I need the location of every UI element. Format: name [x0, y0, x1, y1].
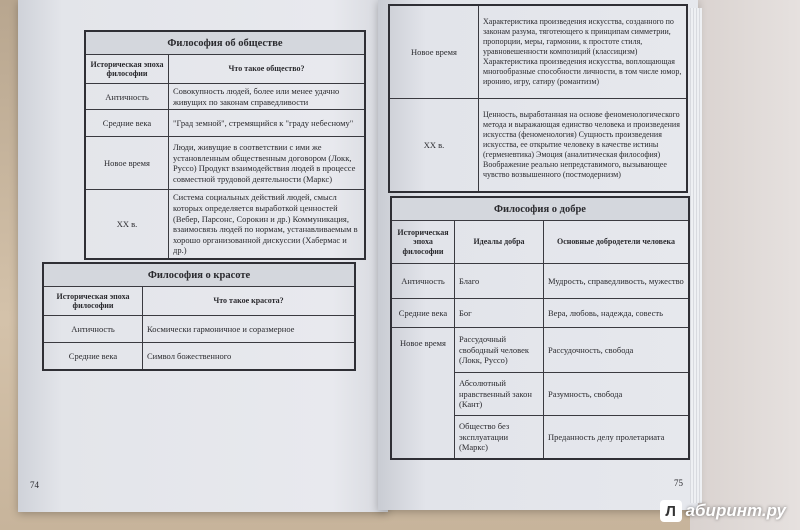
society-title: Философия об обществе — [85, 31, 365, 55]
society-col-def: Что такое общество? — [169, 55, 366, 84]
beauty-table — [42, 262, 356, 371]
beauty-col-def: Что такое красота? — [143, 287, 356, 316]
beauty-def-20c: Ценность, выработанная на основе феноменологического метода и выражающая единство человека и произведения искусства (феноменология) Сущность произведения искусства, ее открытие человеку в качестве истины (герменевтика) Эмоция (аналитическая философия) Воображение реально непредставимого, вызывающее чувство возвышенного (постмодернизм) — [479, 99, 688, 193]
beauty-era-20c: XX в. — [389, 99, 479, 193]
beauty-continued-table — [388, 4, 688, 193]
society-era-20c: XX в. — [85, 190, 169, 259]
beauty-era-middle-ages: Средние века — [43, 343, 143, 371]
beauty-era-antiquity: Античность — [43, 316, 143, 343]
right-page — [378, 0, 698, 510]
good-virtue-antiquity: Мудрость, справедливость, мужество — [544, 264, 690, 299]
labirint-logo-icon: Л — [660, 500, 682, 522]
good-ideal-antiquity: Благо — [455, 264, 544, 299]
good-virtue-kant: Разумность, свобода — [544, 373, 690, 416]
society-def-middle-ages: "Град земной", стремящийся к "граду небесному" — [169, 110, 366, 137]
society-col-era: Историческая эпоха философии — [85, 55, 169, 84]
good-ideal-kant: Абсолютный нравственный закон (Кант) — [455, 373, 544, 416]
good-virtue-middle-ages: Вера, любовь, надежда, совесть — [544, 299, 690, 328]
good-col-virtue: Основные добродетели человека — [544, 221, 690, 264]
beauty-era-modern: Новое время — [389, 5, 479, 99]
society-def-modern: Люди, живущие в соответствии с ими же установленным общественным договором (Локк, Руссо) Продукт взаимодействия людей в процессе совместной трудовой деятельности (Маркс) — [169, 137, 366, 190]
good-col-era: Историческая эпоха философии — [391, 221, 455, 264]
good-ideal-middle-ages: Бог — [455, 299, 544, 328]
beauty-col-era: Историческая эпоха философии — [43, 287, 143, 316]
good-virtue-marx: Преданность делу пролетариата — [544, 416, 690, 460]
good-era-antiquity: Античность — [391, 264, 455, 299]
right-page-number: 75 — [674, 478, 683, 488]
society-era-modern: Новое время — [85, 137, 169, 190]
good-ideal-marx: Общество без эксплуатации (Маркс) — [455, 416, 544, 460]
left-page — [18, 0, 388, 512]
background-right — [690, 0, 800, 530]
beauty-def-middle-ages: Символ божественного — [143, 343, 356, 371]
society-table — [84, 30, 366, 260]
page-edges — [690, 8, 702, 503]
good-virtue-locke: Рассудочность, свобода — [544, 328, 690, 373]
good-table — [390, 196, 690, 460]
left-page-number: 74 — [30, 480, 39, 490]
society-era-antiquity: Античность — [85, 84, 169, 110]
labirint-watermark — [660, 500, 786, 522]
good-era-middle-ages: Средние века — [391, 299, 455, 328]
good-col-ideal: Идеалы добра — [455, 221, 544, 264]
good-era-modern: Новое время — [391, 328, 455, 460]
good-ideal-locke: Рассудочный свободный человек (Локк, Руссо) — [455, 328, 544, 373]
beauty-def-antiquity: Космически гармоничное и соразмерное — [143, 316, 356, 343]
society-def-20c: Система социальных действий людей, смысл которых определяется выработкой ценностей (Вебер, Парсонс, Сорокин и др.) Коммуникация, взаимосвязь людей по нормам, устанавливаемым в хорошо организованной дискуссии (Хабермас и др.) — [169, 190, 366, 259]
beauty-title: Философия о красоте — [43, 263, 355, 287]
good-title: Философия о добре — [391, 197, 689, 221]
watermark-text: абиринт.ру — [685, 501, 786, 520]
society-def-antiquity: Совокупность людей, более или менее удачно живущих по законам справедливости — [169, 84, 366, 110]
society-era-middle-ages: Средние века — [85, 110, 169, 137]
beauty-def-modern: Характеристика произведения искусства, созданного по законам разума, тяготеющего к принципам симметрии, пропорции, меры, гармонии, к простоте стиля, уравновешенности композиций (классицизм) Характеристика произведения искусства, воплощающая многообразные способности личности, в том числе юмор, иронию, игру, сатиру (романтизм) — [479, 5, 688, 99]
